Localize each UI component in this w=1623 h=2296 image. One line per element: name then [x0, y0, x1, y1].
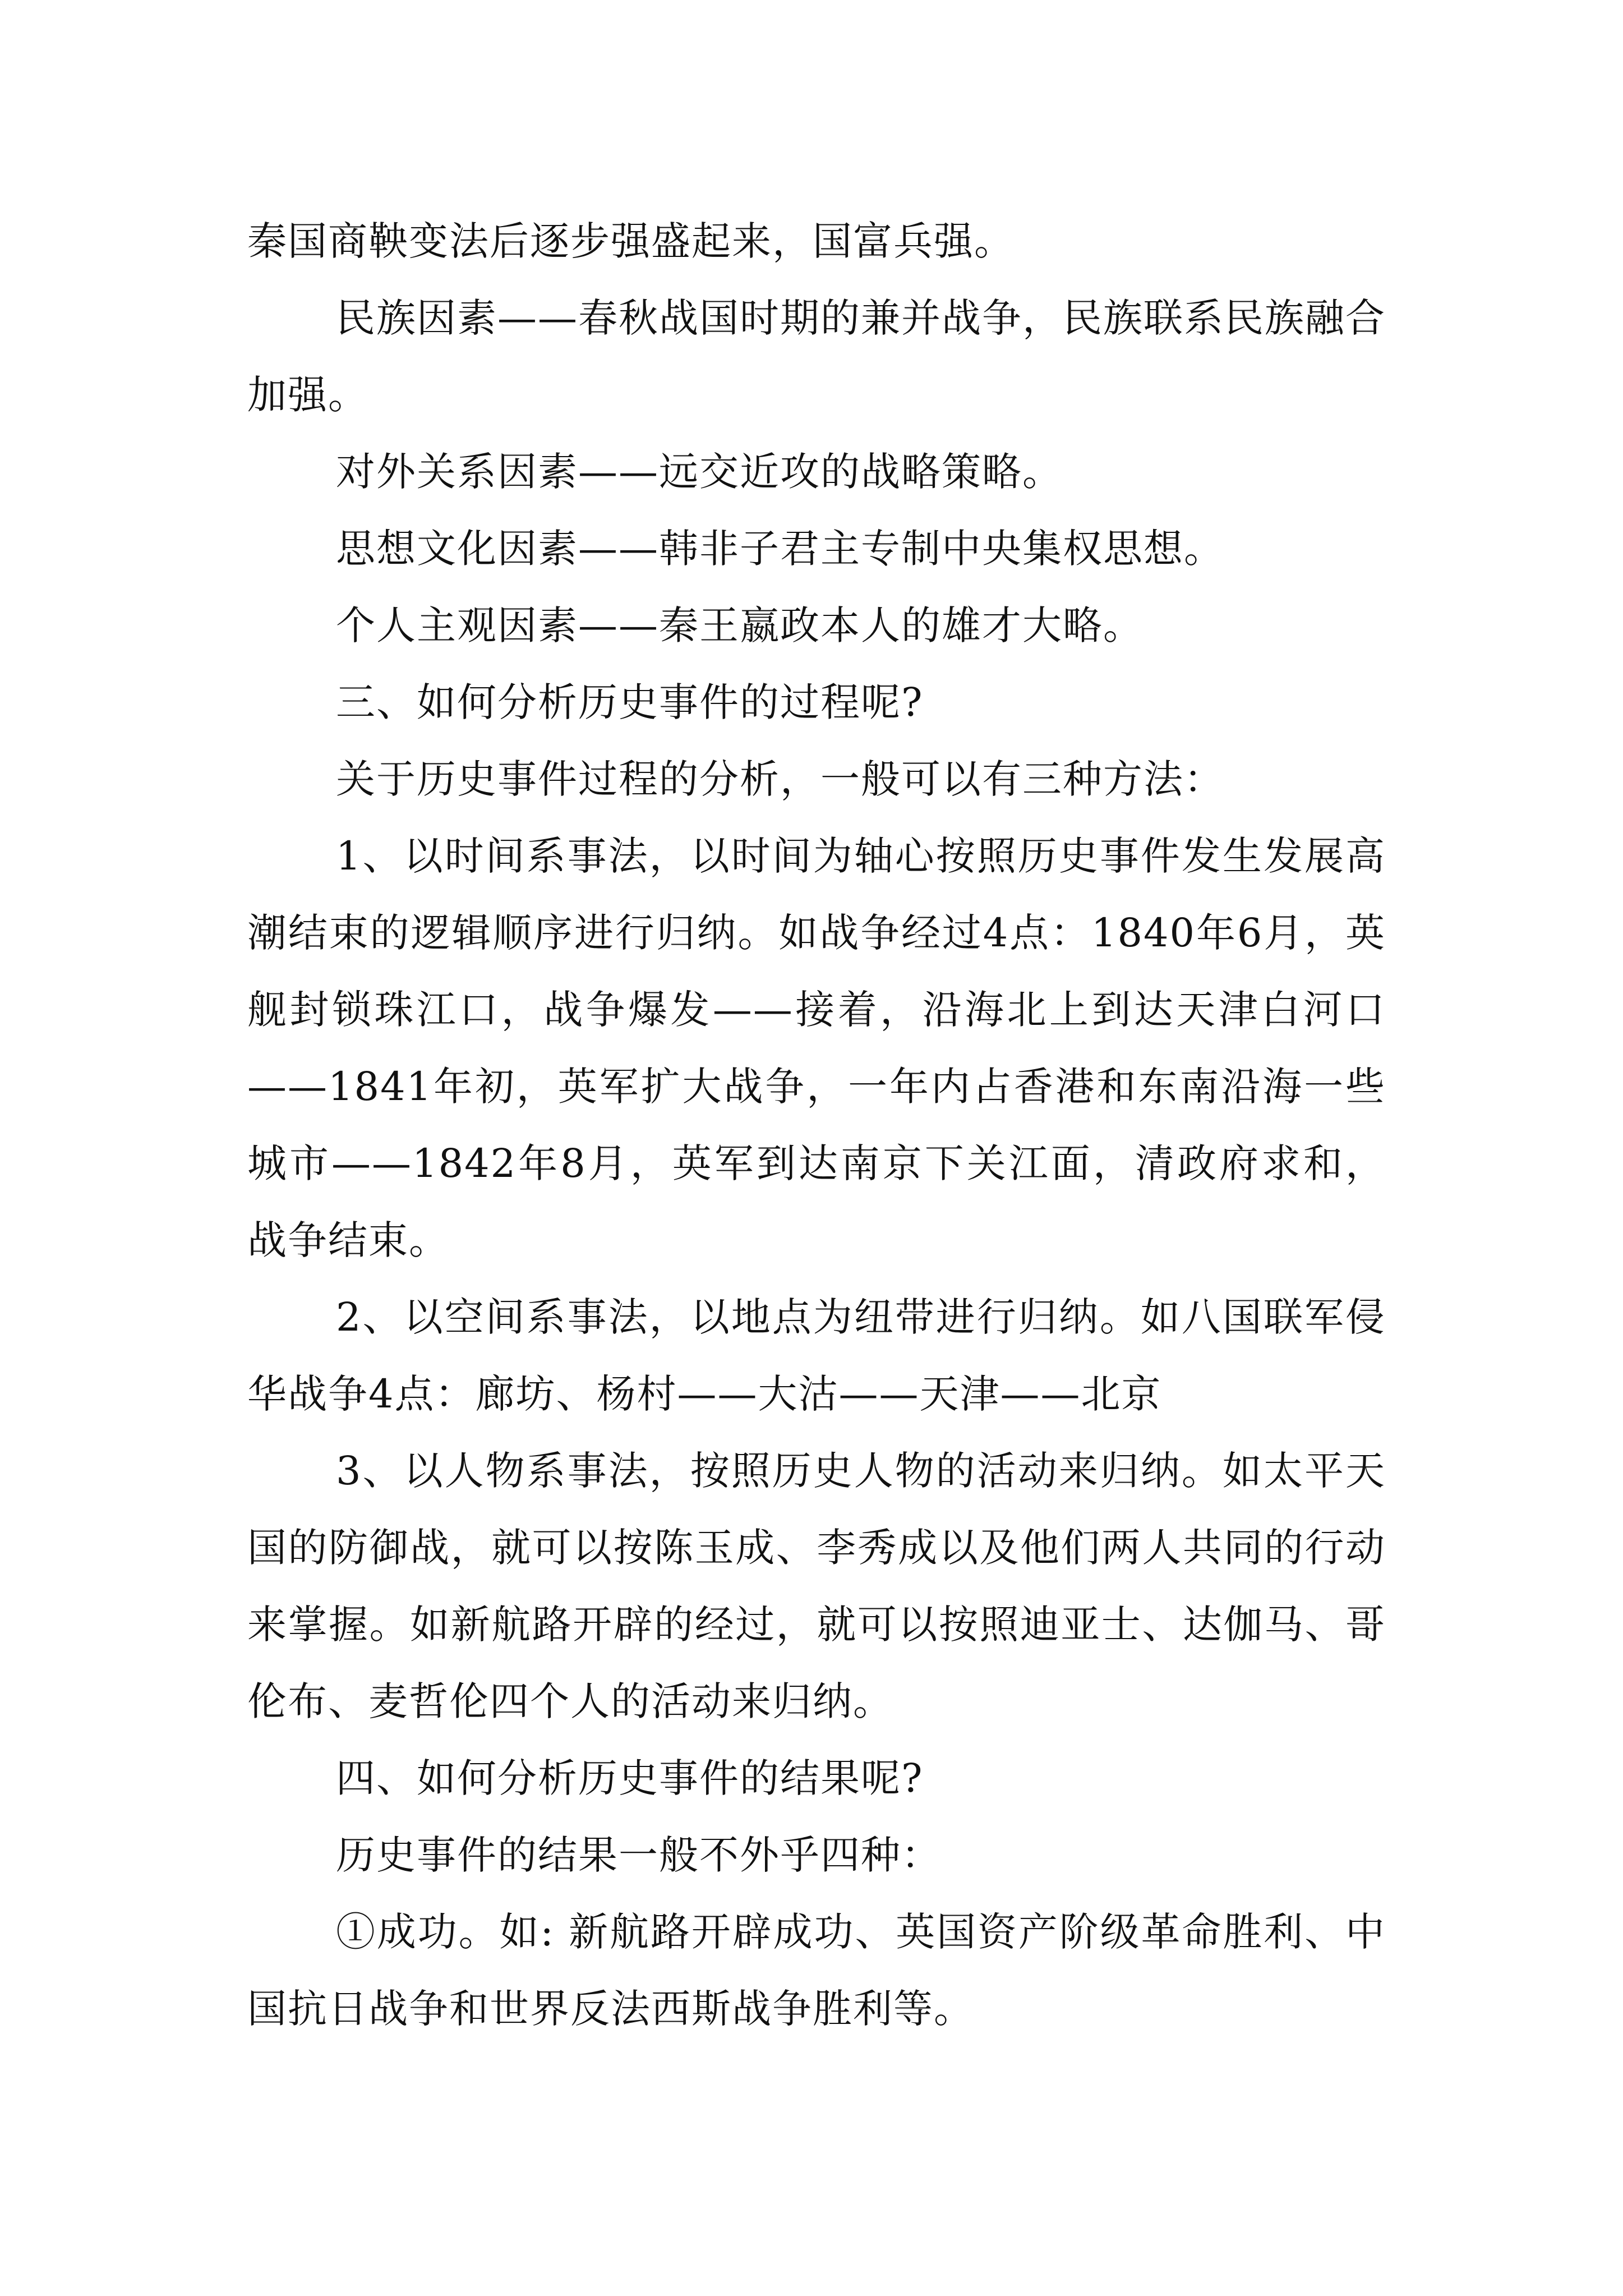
paragraph-result-success: ①成功。如: 新航路开辟成功、英国资产阶级革命胜利、中国抗日战争和世界反法西斯战争胜利等。: [247, 1909, 1386, 2032]
paragraph-ideology-factor: 思想文化因素——韩非子君主专制中央集权思想。: [336, 526, 1224, 572]
paragraph-ethnic-factor: 民族因素——春秋战国时期的兼并战争，民族联系民族融合加强。: [247, 295, 1386, 418]
section-heading-result: 四、如何分析历史事件的结果呢?: [336, 1755, 924, 1801]
paragraph-personal-factor: 个人主观因素——秦王嬴政本人的雄才大略。: [336, 602, 1144, 648]
paragraph-method-people: 3、以人物系事法，按照历史人物的活动来归纳。如太平天国的防御战，就可以按陈玉成、李秀成以及他们两人共同的行动来掌握。如新航路开辟的经过，就可以按照迪亚士、达伽马、哥伦布、麦哲伦四个人的活动来归纳。: [247, 1448, 1386, 1724]
paragraph-result-intro: 历史事件的结果一般不外乎四种：: [336, 1832, 942, 1878]
paragraph-foreign-relations-factor: 对外关系因素——远交近攻的战略策略。: [336, 449, 1063, 495]
paragraph-method-time: 1、以时间系事法，以时间为轴心按照历史事件发生发展高潮结束的逻辑顺序进行归纳。如战争经过4点：1840年6月，英舰封锁珠江口，战争爆发——接着，沿海北上到达天津白河口——1841年初，英军扩大战争，一年内占香港和东南沿海一些城市——1842年8月，英军到达南京下关江面，清政府求和，战争结束。: [247, 833, 1386, 1263]
paragraph-process-intro: 关于历史事件过程的分析，一般可以有三种方法：: [336, 756, 1224, 802]
section-heading-process: 三、如何分析历史事件的过程呢?: [336, 679, 924, 725]
paragraph-qin-reform: 秦国商鞅变法后逐步强盛起来，国富兵强。: [247, 218, 1015, 264]
document-body: [247, 203, 1386, 2047]
paragraph-method-space: 2、以空间系事法，以地点为纽带进行归纳。如八国联军侵华战争4点：廊坊、杨村——大沽——天津——北京: [247, 1294, 1386, 1417]
